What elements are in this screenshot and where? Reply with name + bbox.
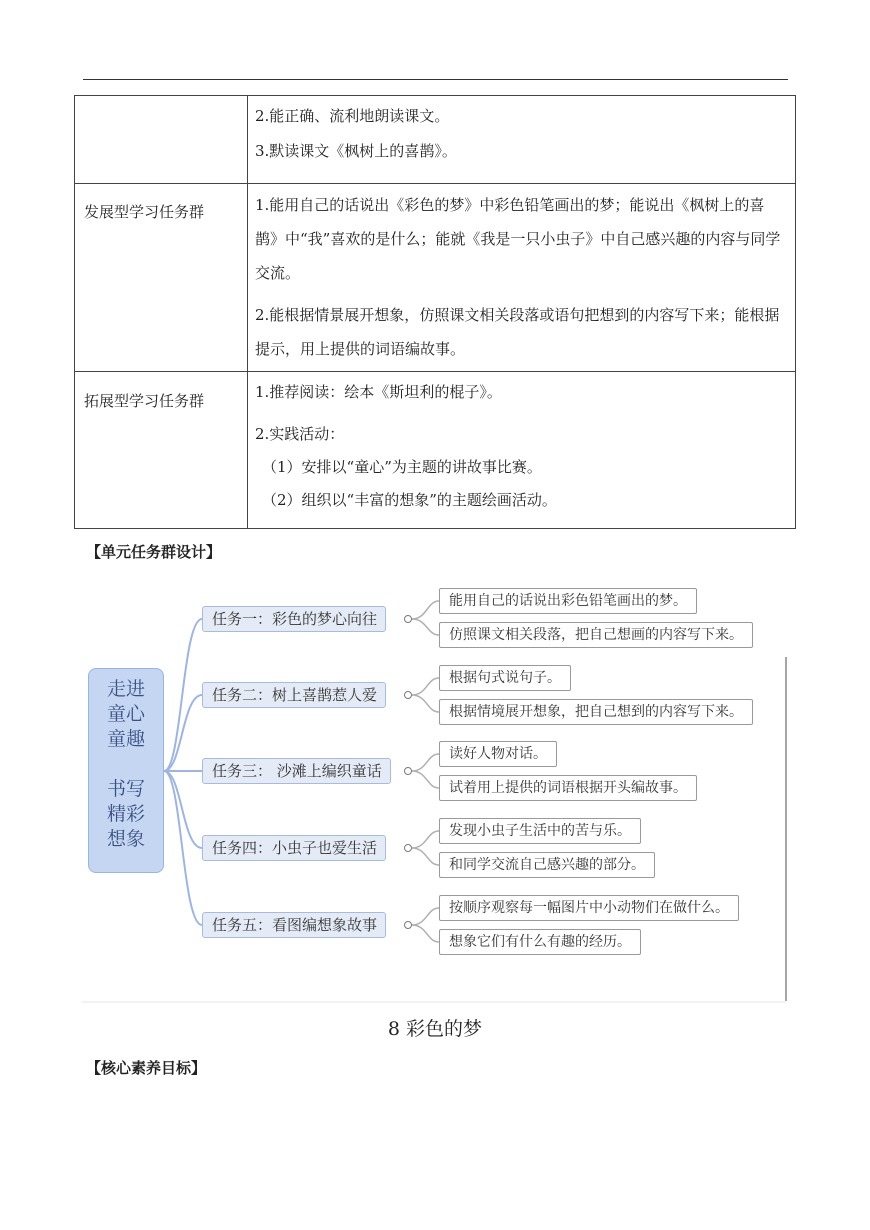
task-4-item-2: 和同学交流自己感兴趣的部分。 [439, 852, 655, 878]
table-line: （1）安排以“童心”为主题的讲故事比赛。 [262, 458, 542, 476]
task-group-table [74, 95, 796, 529]
root-line: 精彩 [106, 803, 145, 825]
category-cell [75, 184, 248, 372]
table-line: 1.推荐阅读：绘本《斯坦利的棍子》。 [255, 383, 502, 401]
task-4-item-1: 发现小虫子生活中的苦与乐。 [439, 818, 641, 844]
category-cell [75, 372, 248, 529]
root-line: 童心 [106, 703, 145, 725]
task-node-3: 任务三： 沙滩上编织童话 [202, 758, 391, 784]
task-node-4: 任务四：小虫子也爱生活 [202, 835, 386, 861]
content-cell [248, 372, 796, 529]
root-line: 想象 [106, 828, 145, 850]
table-row [75, 96, 796, 184]
content-cell [248, 96, 796, 184]
category-cell [75, 96, 248, 184]
root-line [89, 752, 163, 777]
root-line: 童趣 [106, 728, 145, 750]
task-node-2: 任务二：树上喜鹊惹人爱 [202, 682, 386, 708]
category-label: 拓展型学习任务群 [84, 392, 205, 410]
task-3-item-1: 读好人物对话。 [439, 741, 557, 767]
task-1-item-1: 能用自己的话说出彩色铅笔画出的梦。 [439, 588, 697, 614]
table-line: 2.能根据情景展开想象，仿照课文相关段落或语句把想到的内容写下来；能根据提示，用上提供的词语编故事。 [255, 306, 780, 358]
task-2-item-2: 根据情境展开想象，把自己想到的内容写下来。 [439, 699, 753, 725]
category-label: 发展型学习任务群 [84, 203, 205, 221]
table-row [75, 184, 796, 372]
content-cell [248, 184, 796, 372]
task-5-item-1: 按顺序观察每一幅图片中小动物们在做什么。 [439, 895, 739, 921]
header-rule [83, 79, 788, 80]
mindmap-root [88, 668, 164, 873]
task-2-item-1: 根据句式说句子。 [439, 665, 571, 691]
section-title-unit-design: 【单元任务群设计】 [86, 543, 222, 561]
root-line: 书写 [106, 778, 145, 800]
table-row [75, 372, 796, 529]
lesson-title: 8 彩色的梦 [387, 1018, 483, 1040]
task-node-5: 任务五：看图编想象故事 [202, 912, 386, 938]
task-3-item-2: 试着用上提供的词语根据开头编故事。 [439, 775, 697, 801]
mindmap [82, 575, 788, 1003]
task-5-item-2: 想象它们有什么有趣的经历。 [439, 929, 641, 955]
root-line: 走进 [106, 678, 145, 700]
table-line: 2.能正确、流利地朗读课文。 [255, 107, 450, 125]
section-title-core-goals: 【核心素养目标】 [86, 1059, 207, 1077]
table-line: 3.默读课文《枫树上的喜鹊》。 [255, 142, 457, 160]
table-line: （2）组织以“丰富的想象”的主题绘画活动。 [262, 491, 557, 509]
task-node-1: 任务一：彩色的梦心向往 [202, 606, 386, 632]
task-1-item-2: 仿照课文相关段落，把自己想画的内容写下来。 [439, 622, 753, 648]
table-line: 1.能用自己的话说出《彩色的梦》中彩色铅笔画出的梦；能说出《枫树上的喜鹊》中“我”喜欢的是什么；能就《我是一只小虫子》中自己感兴趣的内容与同学交流。 [255, 196, 781, 282]
table-line: 2.实践活动： [255, 425, 345, 443]
